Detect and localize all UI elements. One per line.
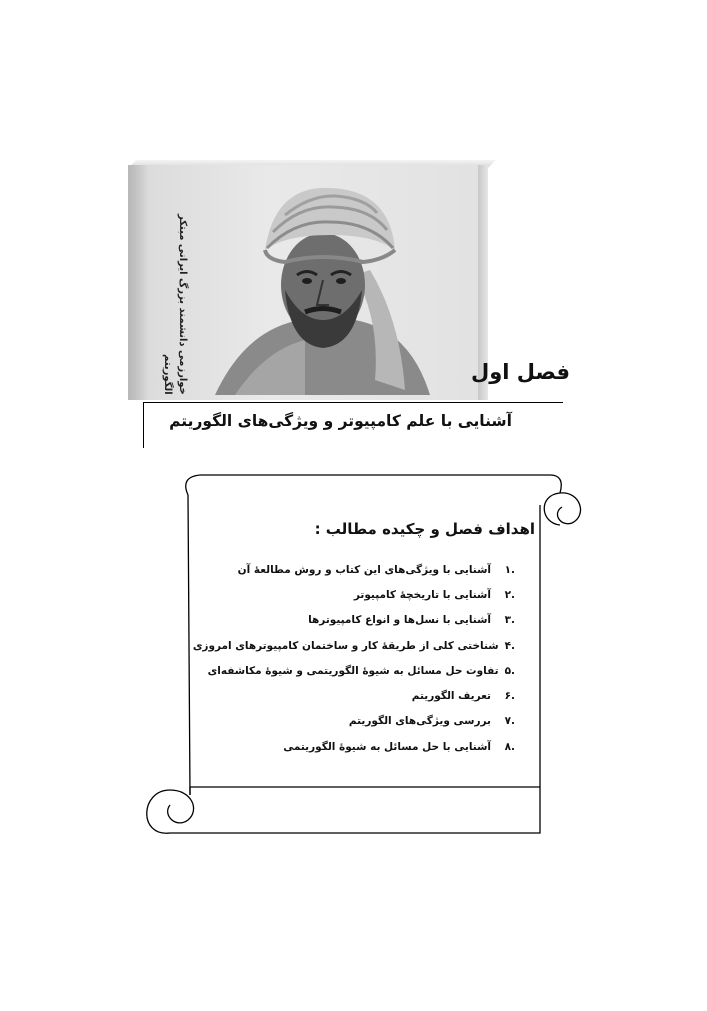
goal-text: شناختی کلی از طریقهٔ کار و ساختمان کامپیوترهای امروزی	[192, 639, 499, 652]
goal-number: .۲	[504, 588, 515, 601]
goal-item	[207, 658, 515, 683]
goal-text: آشنایی با حل مسائل به شیوهٔ الگوریتمی	[283, 740, 491, 753]
goal-text: آشنایی با نسل‌ها و انواع کامپیوترها	[308, 614, 491, 627]
goal-number: .۶	[504, 690, 515, 703]
goal-text: تعریف الگوریتم	[411, 690, 491, 703]
goal-number: .۸	[504, 740, 515, 753]
goal-item	[225, 582, 515, 607]
goal-number: .۱	[504, 563, 515, 576]
goal-item	[225, 557, 515, 582]
title-rule	[143, 402, 563, 403]
goal-text: آشنایی با تاریخچهٔ کامپیوتر	[353, 588, 491, 601]
goals-list	[192, 557, 515, 759]
khwarizmi-portrait-image	[205, 180, 435, 395]
goal-item	[225, 608, 515, 633]
portrait-caption: خوارزمی دانشمند بزرگ ایرانی مبتکر الگوریتم	[162, 214, 188, 395]
title-rule-left	[143, 402, 144, 448]
goal-text: آشنایی با ویژگی‌های این کتاب و روش مطالعهٔ آن	[237, 563, 491, 576]
goal-text: تفاوت حل مسائل به شیوهٔ الگوریتمی و شیوهٔ مکاشفه‌ای	[207, 664, 499, 677]
goal-text: بررسی ویژگی‌های الگوریتم	[348, 715, 491, 728]
goals-heading: اهداف فصل و چکیده مطالب :	[314, 520, 535, 538]
goal-number: .۷	[504, 715, 515, 728]
goal-number: .۵	[504, 664, 515, 677]
goal-item	[225, 709, 515, 734]
portrait-box-shade	[128, 165, 148, 400]
goal-number: .۴	[504, 639, 515, 652]
chapter-title: آشنایی با علم کامپیوتر و ویژگی‌های الگوریتم	[169, 412, 512, 430]
goal-number: .۳	[504, 614, 515, 627]
goal-item	[225, 734, 515, 759]
chapter-label: فصل اول	[471, 360, 570, 384]
goal-item	[225, 683, 515, 708]
goal-item	[192, 633, 515, 658]
